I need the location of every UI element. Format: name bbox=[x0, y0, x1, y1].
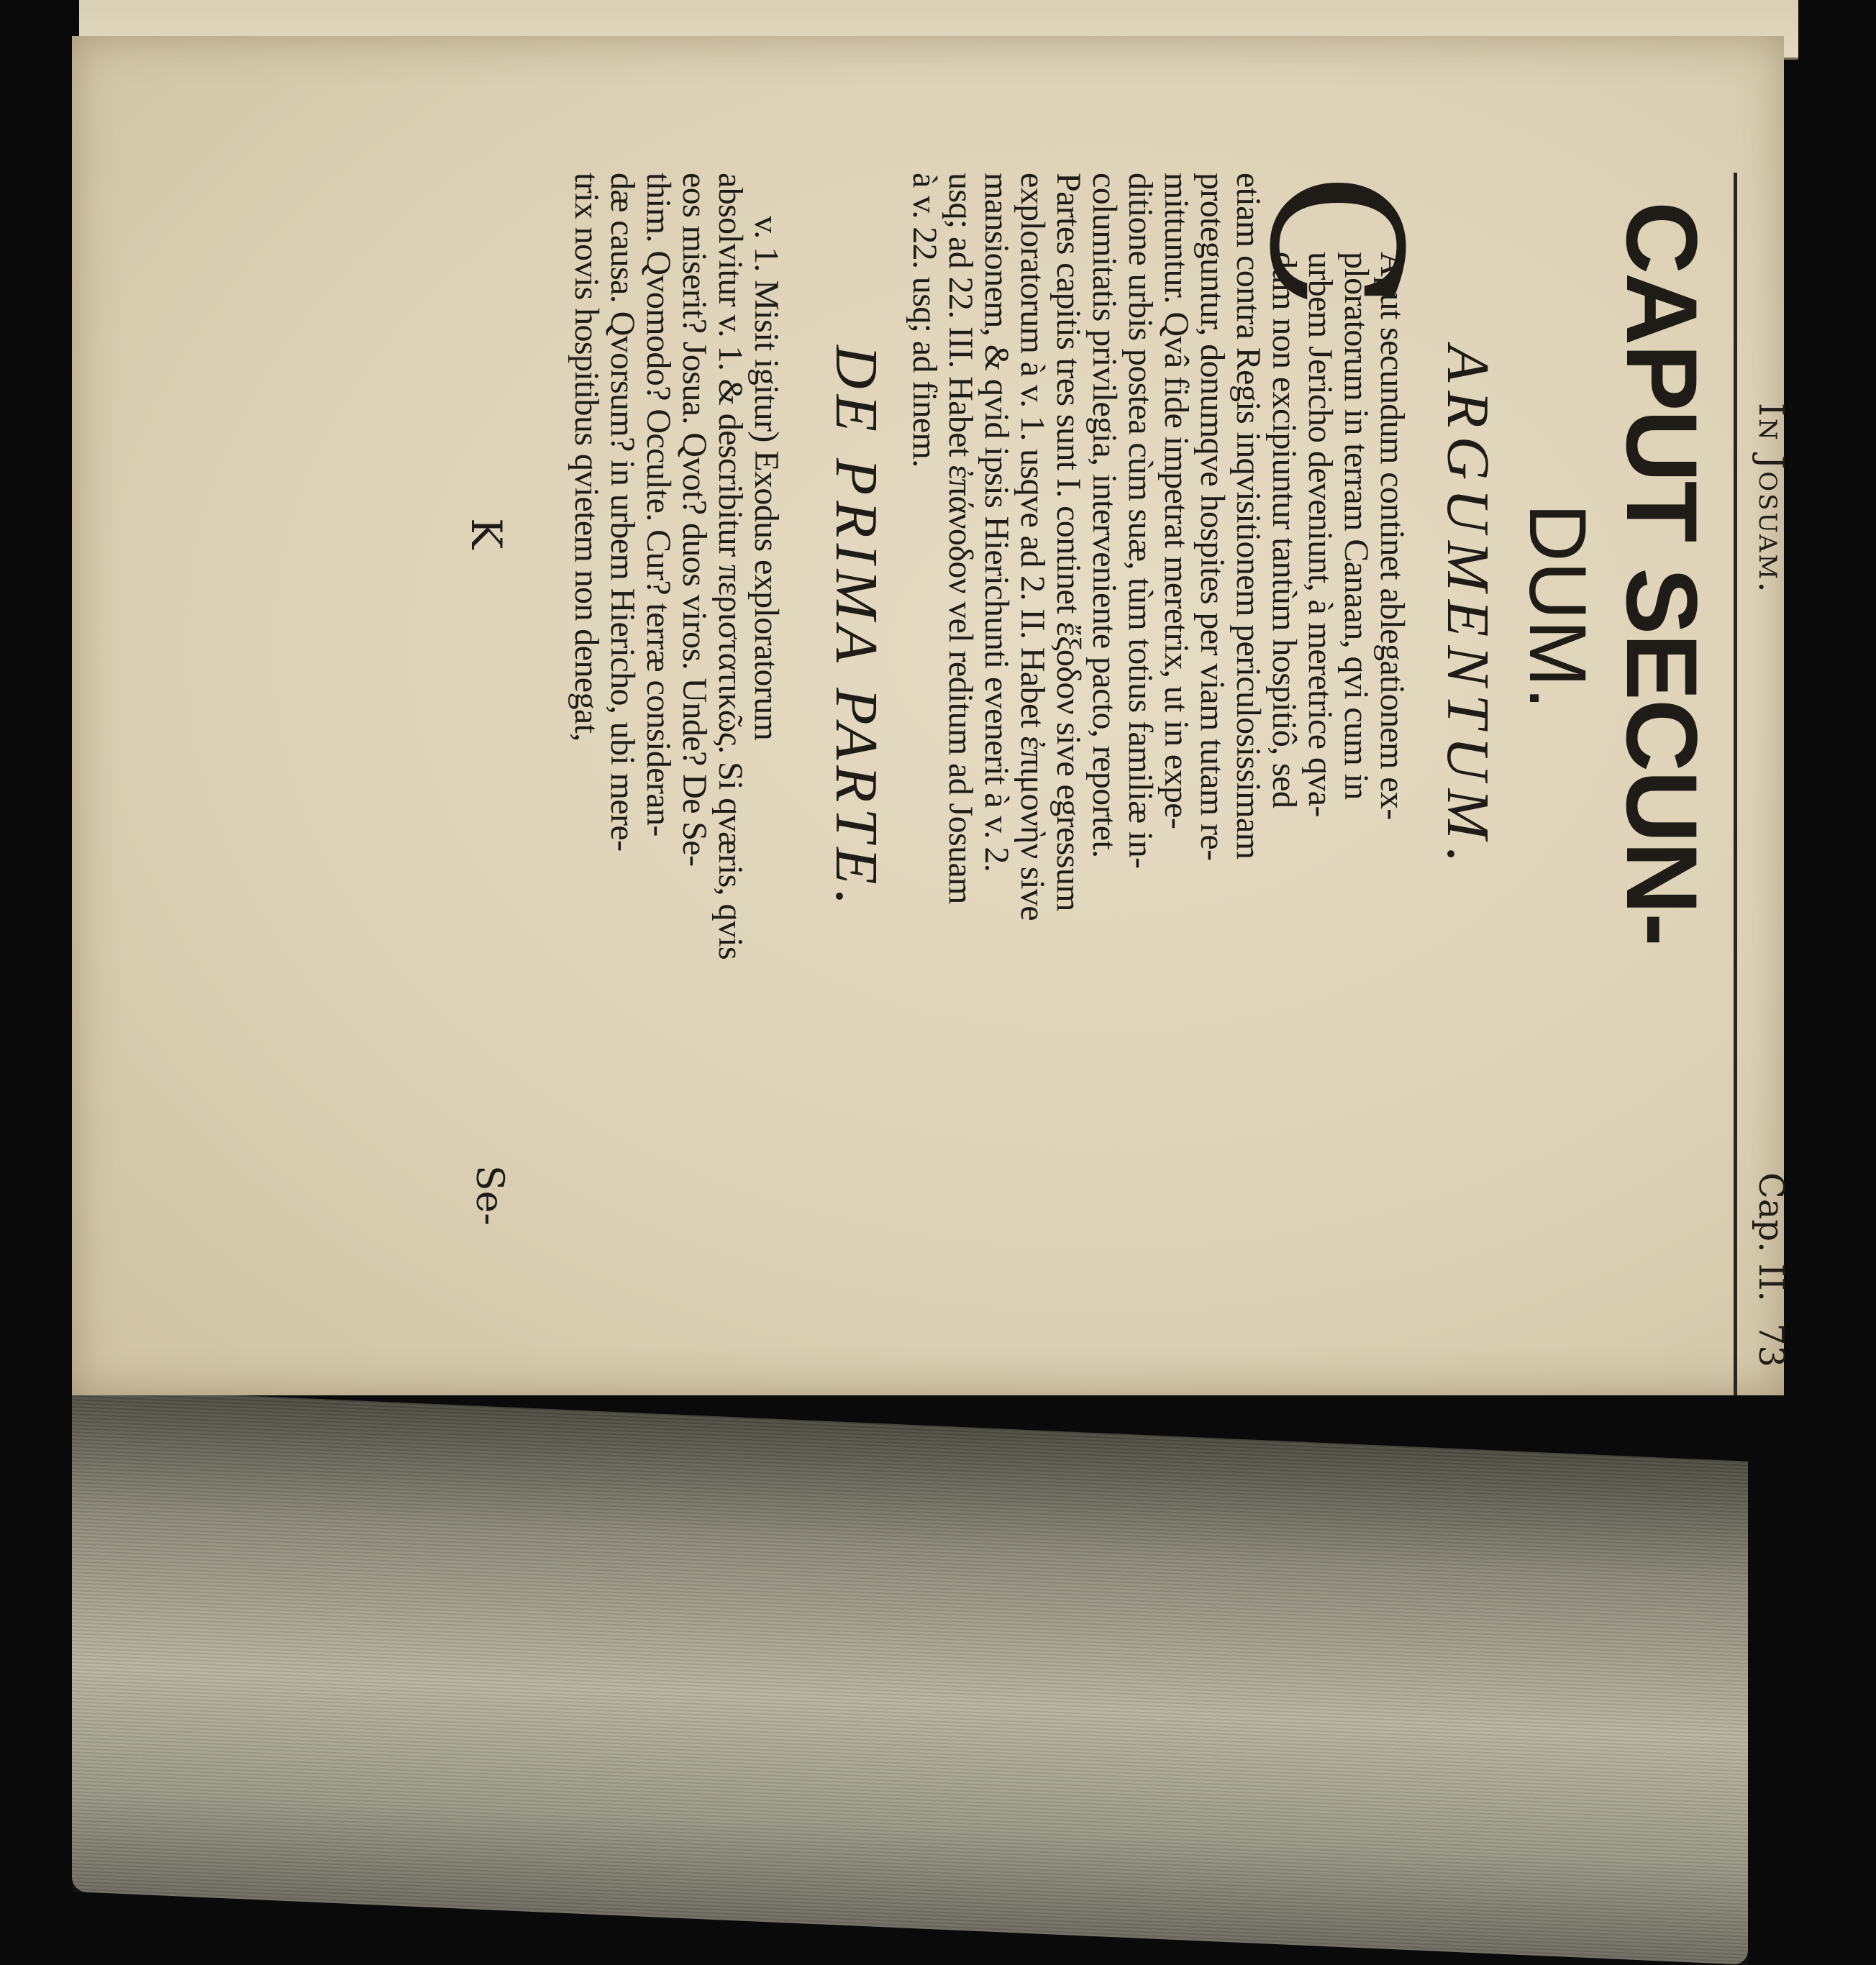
argument-line: proteguntur, donumqve hospites per viam tutam re- bbox=[1193, 173, 1231, 861]
commentary-line: v. 1. Misit igitur) Exodus exploratorum bbox=[747, 216, 786, 741]
chapter-title-line-2: DUM. bbox=[1513, 503, 1603, 710]
argument-line: à v. 22. usq; ad finem. bbox=[906, 173, 944, 468]
argument-line: dam non excipiuntur tantùm hospitiô, sed bbox=[1265, 252, 1303, 808]
argument-line: mittuntur. Qvâ fide impetrat meretrix, ut in expe- bbox=[1157, 173, 1196, 829]
signature-mark: K bbox=[462, 518, 511, 550]
commentary-line: dæ causa. Qvorsum? in urbem Hiericho, ubi mere- bbox=[604, 173, 642, 852]
running-head: In Josuam. bbox=[1751, 403, 1791, 595]
argument-line: etiam contra Regis inqvisitionem periculosissimam bbox=[1229, 173, 1267, 860]
commentary-line: absolvitur v. 1. & describitur περιστατικῶς. Si qværis, qvis bbox=[711, 173, 750, 960]
argument-line: ploratorum in terram Canaan, qvi cum in bbox=[1337, 252, 1375, 800]
argument-heading: ARGUMENTUM. bbox=[1434, 345, 1501, 872]
book-page bbox=[72, 36, 1791, 1395]
page-number: 73 bbox=[1751, 1323, 1791, 1368]
book-page-edges bbox=[72, 1388, 1748, 1965]
argument-line: mansionem, & qvid ipsis Hierichunti evenerit à v. 2. bbox=[978, 173, 1016, 872]
page-content-rotated bbox=[410, 173, 1791, 1395]
drop-cap: C bbox=[1230, 173, 1439, 311]
argument-line: ditione urbis postea cùm suæ, tùm totius familiæ in- bbox=[1121, 173, 1160, 869]
argument-line: Aput secundum continet ablegationem ex- bbox=[1373, 252, 1411, 820]
commentary-line: eos miserit? Josua. Qvot? duos viros. Unde? De Se- bbox=[675, 173, 714, 867]
argument-line: usq; ad 22. III. Habet ἐπάνοδον vel reditum ad Josuam bbox=[942, 173, 980, 904]
header-rule bbox=[1734, 173, 1737, 1395]
catchword: Se- bbox=[468, 1165, 511, 1226]
commentary-line: trix novis hospitibus qvietem non denegat, bbox=[568, 173, 606, 742]
argument-line: urbem Jericho deveniunt, à meretrice qva- bbox=[1301, 252, 1339, 817]
chapter-title-line-1: CAPUT SECUN- bbox=[1606, 201, 1718, 945]
chapter-reference: Cap. II. bbox=[1751, 1172, 1791, 1302]
commentary-line: thim. Qvomodo? Occulte. Cur? terræ consideran- bbox=[639, 173, 678, 836]
argument-line: columitatis privilegia, interveniente pacto, reportet. bbox=[1085, 173, 1124, 858]
argument-line: Partes capitis tres sunt I. continet ἔξοδον sive egressum bbox=[1049, 173, 1088, 912]
part-heading: DE PRIMA PARTE. bbox=[823, 345, 890, 911]
argument-line: exploratorum à v. 1. usqve ad 2. II. Habet ἐπιμονὴν sive bbox=[1014, 173, 1052, 921]
